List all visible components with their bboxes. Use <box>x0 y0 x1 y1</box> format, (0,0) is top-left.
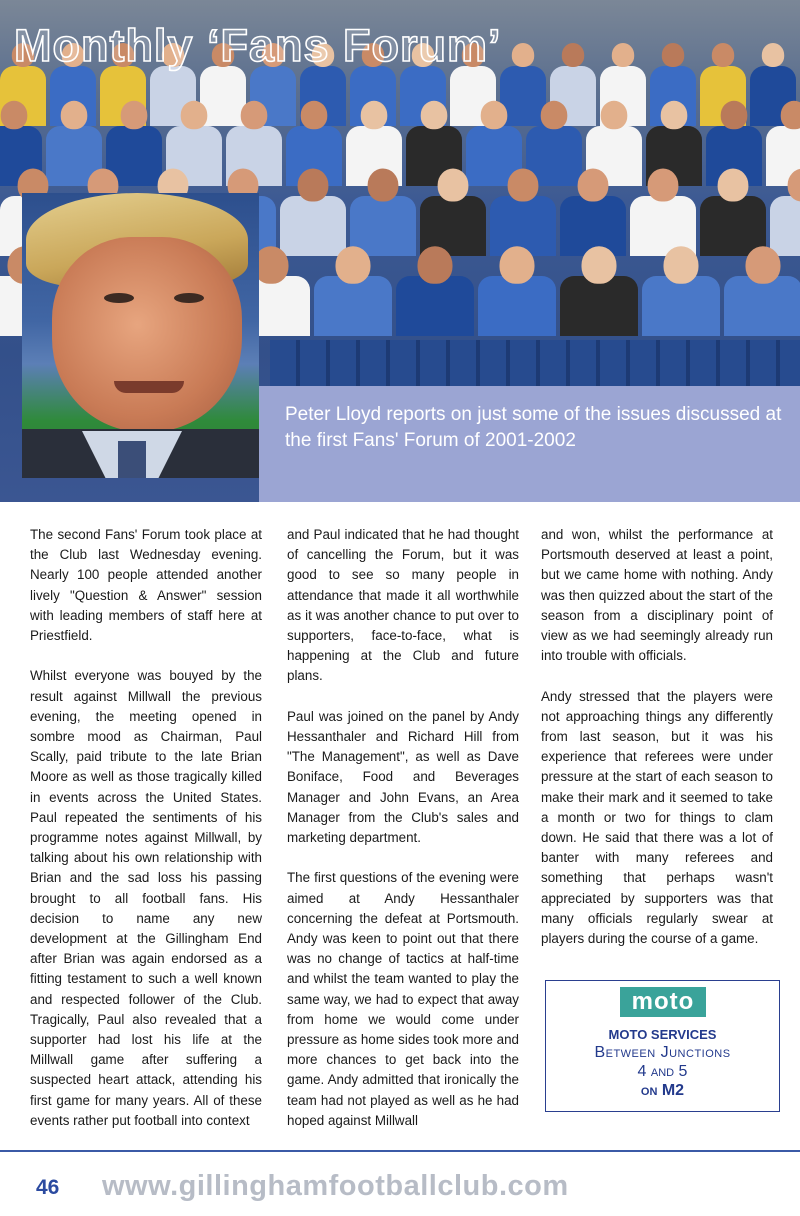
fan-head <box>762 43 784 67</box>
portrait-face <box>52 237 242 432</box>
fan-head <box>508 169 539 202</box>
portrait-tie <box>118 441 146 478</box>
fan-head <box>121 101 148 130</box>
fan-figure <box>724 250 800 340</box>
article-column-1 <box>30 525 262 1151</box>
paragraph: and Paul indicated that he had thought of cancelling the Forum, but it was good to see so many people in attendance that made it all worthwhile as it was another chance to put over to supporters, face-to-face, what is happening at the Club and future plans. <box>287 527 519 684</box>
fan-figure <box>478 250 556 340</box>
fan-head <box>721 101 748 130</box>
paragraph: Andy stressed that the players were not approaching things any differently from last season, but it was his experience that referees were under pressure at the start of each season to make their mark and it seemed to take a month or two for things to clam down. He said that there was a lot of banter with many referees and something that perhaps wasn't appreciated by supporters was that many officials regularly swear at players during the course of a game. <box>541 688 773 947</box>
fan-body <box>478 276 556 336</box>
fan-figure <box>280 170 346 260</box>
paragraph: The first questions of the evening were aimed at Andy Hessanthaler concerning the defeat at Portsmouth. Andy was keen to point out that there was no change of tactics at half-time and whilst the team wanted to play the same way, we had to expect that away from home we would come under pressure as home sides took more and more chances to get back into the game. Andy admitted that ironically the team had not played as well as he had hoped against Millwall <box>287 870 519 1128</box>
fan-body <box>280 196 346 256</box>
footer-divider <box>0 1150 800 1152</box>
fan-body <box>560 276 638 336</box>
fan-head <box>421 101 448 130</box>
fan-figure <box>770 170 800 260</box>
website-url: www.gillinghamfootballclub.com <box>102 1170 569 1202</box>
paragraph: Paul was joined on the panel by Andy Hessanthaler and Richard Hill from "The Management", as well as Dave Boniface, Food and Beverages Manager and John Evans, an Area Manager from the Club's sales and marketing department. <box>287 708 519 846</box>
fan-figure <box>396 250 474 340</box>
fan-figure <box>560 250 638 340</box>
page-title: Monthly ‘Fans Forum’ <box>14 20 502 71</box>
fan-head <box>781 101 800 130</box>
portrait-eye-right <box>174 293 204 303</box>
article-column-2 <box>287 525 519 1151</box>
fan-head <box>582 246 617 284</box>
fan-head <box>718 169 749 202</box>
fan-head <box>512 43 534 67</box>
ad-headline: MOTO SERVICES <box>608 1027 717 1042</box>
fan-head <box>562 43 584 67</box>
moto-logo: moto <box>620 987 706 1017</box>
fan-figure <box>642 250 720 340</box>
paragraph: Whilst everyone was bouyed by the result against Millwall the previous evening, the meeting opened in sombre mood as Chairman, Paul Scally, paid tribute to the late Brian Moore as well as those tragically killed in events across the United States. Paul repeated the sentiments of his programme notes against Millwall, by talking about his own relationship with Brian and the sad loss his passing brought to all football fans. His decision to name any new development at the Gillingham End after Brian was again endorsed as a fitting testament to such a well known and respected follower of the Club. Tragically, Paul also revealed that a supporter had lost his life at the Millwall game after suffering a suspected heart attack, attending his first game for many years. All of these events rather put football into context <box>30 668 262 1128</box>
fan-head <box>601 101 628 130</box>
fan-head <box>241 101 268 130</box>
fan-head <box>418 246 453 284</box>
fan-body <box>396 276 474 336</box>
fan-head <box>541 101 568 130</box>
fan-head <box>500 246 535 284</box>
fan-head <box>336 246 371 284</box>
paragraph: The second Fans' Forum took place at the Club last Wednesday evening. Nearly 100 people attended another lively "Question & Answer" session with leading members of staff here at Priestfield. <box>30 527 262 644</box>
fan-head <box>301 101 328 130</box>
fan-figure <box>314 250 392 340</box>
page-number: 46 <box>36 1176 60 1199</box>
crowd-row <box>0 100 786 160</box>
fan-head <box>368 169 399 202</box>
portrait-mouth <box>114 381 184 393</box>
fan-head <box>438 169 469 202</box>
fan-body <box>770 196 800 256</box>
fan-figure <box>350 170 416 260</box>
stand-seats <box>270 340 800 386</box>
fan-head <box>481 101 508 130</box>
fan-body <box>314 276 392 336</box>
portrait-photo <box>22 193 259 478</box>
ad-road: on M2 <box>640 1082 685 1099</box>
fan-head <box>61 101 88 130</box>
portrait-eye-left <box>104 293 134 303</box>
ad-location-line: Between Junctions <box>594 1044 731 1061</box>
fan-body <box>642 276 720 336</box>
fan-head <box>662 43 684 67</box>
fan-head <box>664 246 699 284</box>
fan-head <box>746 246 781 284</box>
fan-head <box>361 101 388 130</box>
fan-head <box>298 169 329 202</box>
paragraph: and won, whilst the performance at Portsmouth deserved at least a point, but we came home with nothing. Andy was then quizzed about the start of the season from a disciplinary point of view as we had seemingly already run into trouble with officials. <box>541 527 773 664</box>
fan-head <box>661 101 688 130</box>
ad-junctions: 4 and 5 <box>637 1063 688 1080</box>
article-column-3 <box>541 525 773 969</box>
fan-body <box>724 276 800 336</box>
fan-head <box>712 43 734 67</box>
strapline: Peter Lloyd reports on just some of the issues discussed at the first Fans' Forum of 2001-2002 <box>285 404 782 451</box>
strapline-box <box>259 386 800 502</box>
fan-head <box>648 169 679 202</box>
fan-head <box>181 101 208 130</box>
fan-head <box>1 101 28 130</box>
moto-advert <box>545 980 780 1112</box>
fan-head <box>578 169 609 202</box>
fan-head <box>612 43 634 67</box>
